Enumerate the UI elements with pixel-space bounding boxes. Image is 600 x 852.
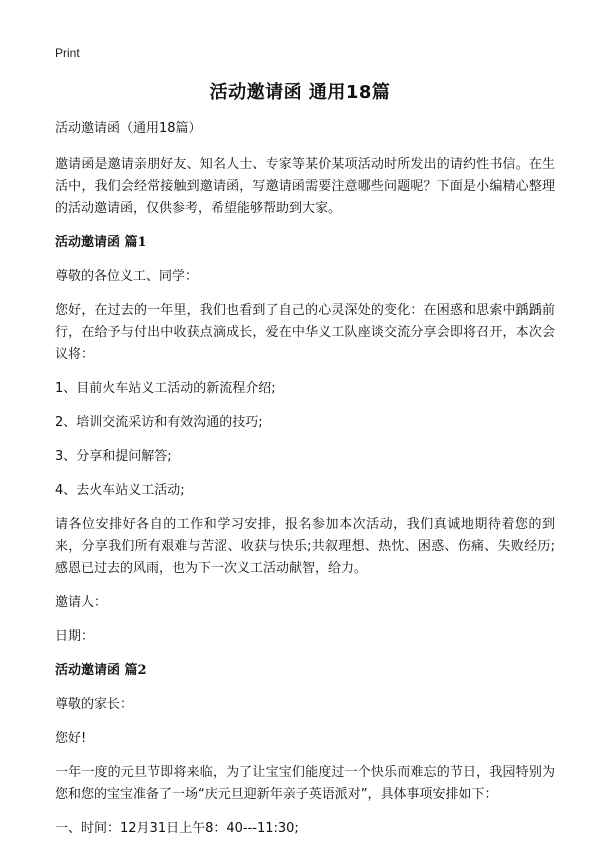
section1-item: 4、去火车站义工活动; [55,483,185,498]
section2-body: 一年一度的元旦节即将来临，为了让宝宝们能度过一个快乐而难忘的节日，我园特别为您和您的宝宝准备了一场“庆元旦迎新年亲子英语派对”，具体事项安排如下： [55,765,555,802]
section1-item: 2、培训交流采访和有效沟通的技巧; [55,415,263,430]
section1-heading: 活动邀请函 篇1 [55,235,147,250]
print-label[interactable]: Print [55,46,80,60]
section1-body: 您好，在过去的一年里，我们也看到了自己的心灵深处的变化：在困惑和思索中踽踽前行，在给予与付出中收获点滴成长，爱在中华义工队座谈交流分享会即将召开，本次会议将： [55,303,555,362]
section1-item: 1、目前火车站义工活动的新流程介绍; [55,381,276,396]
intro-paragraph: 邀请函是邀请亲朋好友、知名人士、专家等某价某项活动时所发出的请约性书信。在生活中，我们会经常接触到邀请函，写邀请函需要注意哪些问题呢？下面是小编精心整理的活动邀请函，仅供参考，希望能够帮助到大家。 [55,157,555,216]
section1-date: 日期： [55,629,95,644]
intro-subtitle: 活动邀请函（通用18篇） [55,121,202,136]
section2-time: 一、时间：12月31日上午8：40---11:30; [55,821,299,836]
section1-closing: 请各位安排好各自的工作和学习安排，报名参加本次活动，我们真诚地期待着您的到来，分享我们所有艰难与苦涩、收获与快乐;共叙理想、热忱、困惑、伤痛、失败经历;感恩已过去的风雨，也为下一次义工活动献智，给力。 [55,517,555,576]
section2-greeting: 尊敬的家长： [55,697,134,712]
section2-hello: 您好! [55,731,87,746]
page-title: 活动邀请函 通用18篇 [209,82,391,103]
section1-greeting: 尊敬的各位义工、同学： [55,269,199,284]
section1-item: 3、分享和提问解答; [55,449,172,464]
section1-inviter: 邀请人： [55,595,108,610]
document-body [55,118,555,852]
section2-heading: 活动邀请函 篇2 [55,663,147,678]
